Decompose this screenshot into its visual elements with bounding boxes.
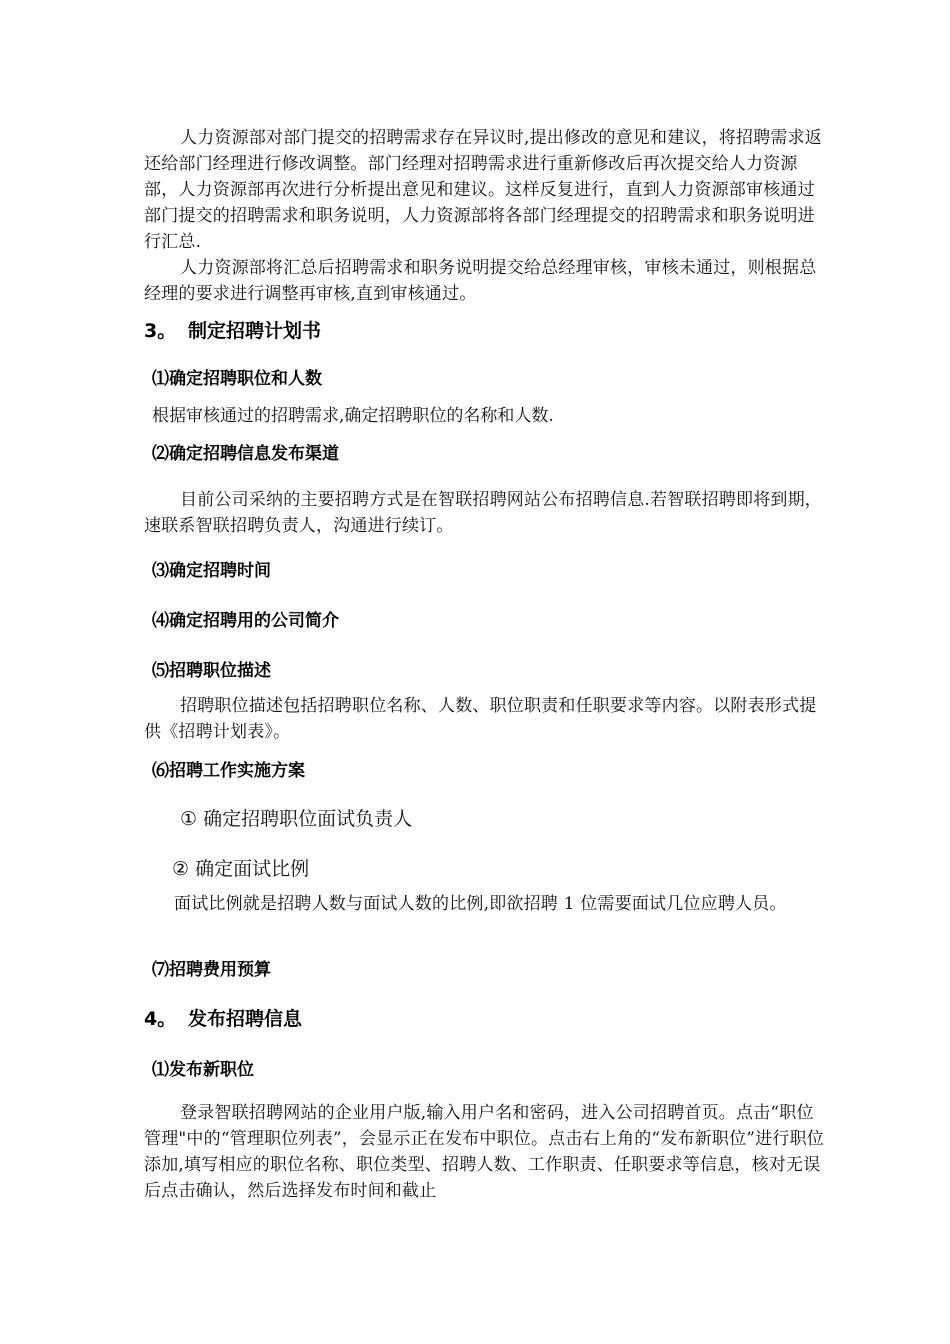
subheading-positions: ⑴确定招聘职位和人数	[152, 369, 322, 389]
step-interviewer: ① 确定招聘职位面试负责人	[180, 808, 413, 830]
subheading-new-position: ⑴发布新职位	[152, 1060, 254, 1080]
subheading-job-description: ⑸招聘职位描述	[152, 661, 271, 681]
paragraph-job-description: 招聘职位描述包括招聘职位名称、人数、职位职责和任职要求等内容。以附表形式提供《招聘计划表》。	[144, 696, 817, 742]
section-number: 3。	[144, 320, 177, 342]
paragraph-revision-process: 人力资源部对部门提交的招聘需求存在异议时,提出修改的意见和建议，将招聘需求返还给部门经理进行修改调整。部门经理对招聘需求进行重新修改后再次提交给人力资源部，人力资源部再次进行分析提出意见和建议。这样反复进行，直到人力资源部审核通过部门提交的招聘需求和职务说明，人力资源部将各部门经理提交的招聘需求和职务说明进行汇总.	[144, 128, 823, 252]
paragraph-manager-review: 人力资源部将汇总后招聘需求和职务说明提交给总经理审核，审核未通过，则根据总经理的要求进行调整再审核,直到审核通过。	[144, 258, 817, 304]
step-interview-ratio: ② 确定面试比例	[172, 858, 310, 880]
paragraph-channels: 目前公司采纳的主要招聘方式是在智联招聘网站公布招聘信息.若智联招聘即将到期，速联系智联招聘负责人，沟通进行续订。	[144, 490, 823, 536]
section-title: 制定招聘计划书	[188, 320, 322, 342]
section-heading-4	[144, 1004, 824, 1031]
paragraph-positions: 根据审核通过的招聘需求,确定招聘职位的名称和人数.	[152, 406, 554, 426]
paragraph-interview-ratio: 面试比例就是招聘人数与面试人数的比例,即欲招聘 1 位需要面试几位应聘人员。	[174, 894, 787, 914]
section-title: 发布招聘信息	[188, 1008, 303, 1030]
subheading-budget: ⑺招聘费用预算	[152, 960, 271, 980]
subheading-company-intro: ⑷确定招聘用的公司简介	[152, 611, 339, 631]
subheading-channels: ⑵确定招聘信息发布渠道	[152, 444, 339, 464]
section-number: 4。	[144, 1008, 177, 1030]
paragraph-new-position: 登录智联招聘网站的企业用户版,输入用户名和密码，进入公司招聘首页。点击“职位管理"中的“管理职位列表”，会显示正在发布中职位。点击右上角的“发布新职位”进行职位添加,填写相应的职位名称、职位类型、招聘人数、工作职责、任职要求等信息，核对无误后点击确认，然后选择发布时间和截止	[144, 1103, 824, 1201]
subheading-implementation: ⑹招聘工作实施方案	[152, 761, 305, 781]
subheading-timing: ⑶确定招聘时间	[152, 561, 271, 581]
section-heading-3	[144, 316, 824, 343]
